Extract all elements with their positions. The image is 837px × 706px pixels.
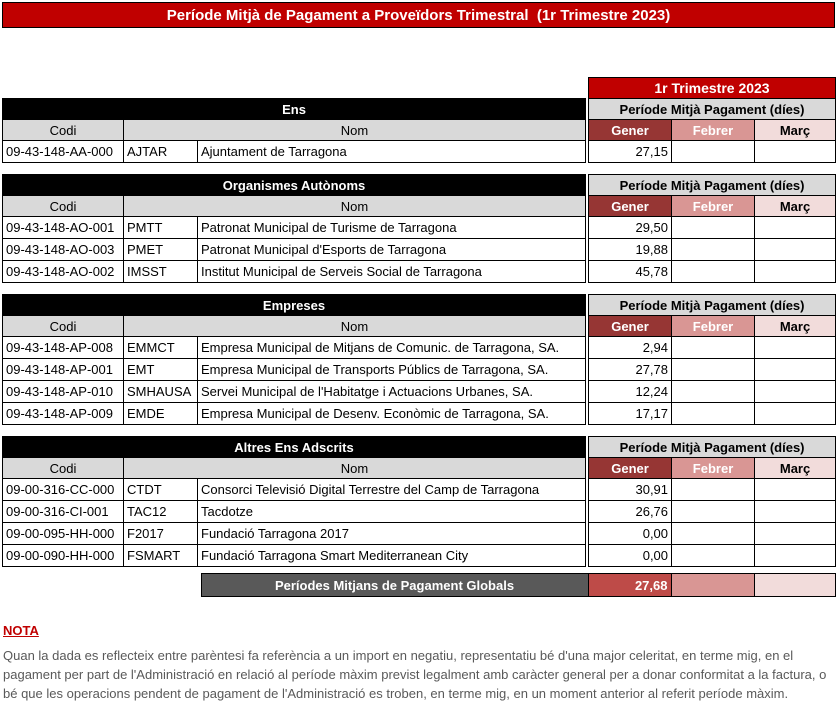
globals-row <box>2 574 835 597</box>
gener-value-cell: 27,78 <box>589 359 672 381</box>
nom-cell: Empresa Municipal de Transports Públics de Tarragona, SA. <box>198 359 586 381</box>
marc-column-header: Març <box>755 458 836 479</box>
codi-cell: 09-00-095-HH-000 <box>3 523 124 545</box>
table-row <box>3 545 836 567</box>
table-row <box>3 217 836 239</box>
spacer-cell <box>2 574 201 597</box>
codi-cell: 09-00-316-CI-001 <box>3 501 124 523</box>
febrer-column-header: Febrer <box>672 196 755 217</box>
codi-column-header: Codi <box>3 316 124 337</box>
sigla-cell: CTDT <box>124 479 198 501</box>
codi-cell: 09-43-148-AP-001 <box>3 359 124 381</box>
sigla-cell: F2017 <box>124 523 198 545</box>
codi-cell: 09-43-148-AP-009 <box>3 403 124 425</box>
column-header-row <box>3 316 836 337</box>
section-table-ens <box>2 77 836 163</box>
sigla-cell: EMMCT <box>124 337 198 359</box>
marc-value-cell <box>755 403 836 425</box>
globals-marc-value <box>754 574 835 597</box>
column-header-row <box>3 458 836 479</box>
marc-value-cell <box>755 523 836 545</box>
febrer-value-cell <box>672 501 755 523</box>
section-title-empreses: Empreses <box>3 295 586 316</box>
table-row <box>3 403 836 425</box>
globals-label: Períodes Mitjans de Pagament Globals <box>201 574 588 597</box>
marc-value-cell <box>755 239 836 261</box>
marc-value-cell <box>755 217 836 239</box>
table-row <box>3 523 836 545</box>
footnote-title: NOTA <box>3 623 39 638</box>
marc-value-cell <box>755 141 836 163</box>
gener-value-cell: 30,91 <box>589 479 672 501</box>
codi-cell: 09-43-148-AO-002 <box>3 261 124 283</box>
sigla-cell: TAC12 <box>124 501 198 523</box>
quarter-header: 1r Trimestre 2023 <box>589 78 836 99</box>
globals-febrer-value <box>671 574 754 597</box>
nom-column-header: Nom <box>124 316 586 337</box>
footnote <box>2 623 835 703</box>
nom-cell: Servei Municipal de l'Habitatge i Actuacions Urbanes, SA. <box>198 381 586 403</box>
nom-cell: Fundació Tarragona 2017 <box>198 523 586 545</box>
marc-value-cell <box>755 545 836 567</box>
gener-column-header: Gener <box>589 120 672 141</box>
marc-value-cell <box>755 381 836 403</box>
febrer-value-cell <box>672 141 755 163</box>
codi-cell: 09-00-090-HH-000 <box>3 545 124 567</box>
gener-value-cell: 0,00 <box>589 545 672 567</box>
section-title-altres: Altres Ens Adscrits <box>3 437 586 458</box>
gener-value-cell: 29,50 <box>589 217 672 239</box>
gener-value-cell: 26,76 <box>589 501 672 523</box>
nom-cell: Ajuntament de Tarragona <box>198 141 586 163</box>
table-row <box>3 381 836 403</box>
febrer-value-cell <box>672 337 755 359</box>
codi-cell: 09-43-148-AO-003 <box>3 239 124 261</box>
codi-column-header: Codi <box>3 458 124 479</box>
marc-value-cell <box>755 337 836 359</box>
footnote-body: Quan la dada es reflecteix entre parèntesi fa referència a un import en negatiu, representatiu bé d'una major celeritat, en terme mig, en el pagament per part de l'Administració en relació al període màxim previst legalment amb caràcter general per a donar conformitat a la factura, o bé que les operacions pendent de pagament de l'Administració es troben, en terme mig, en un moment anterior al referit període màxim. <box>3 648 827 701</box>
marc-column-header: Març <box>755 316 836 337</box>
gener-column-header: Gener <box>589 196 672 217</box>
febrer-value-cell <box>672 479 755 501</box>
globals-gener-value: 27,68 <box>588 574 671 597</box>
febrer-value-cell <box>672 403 755 425</box>
column-header-row <box>3 120 836 141</box>
nom-cell: Empresa Municipal de Mitjans de Comunic. de Tarragona, SA. <box>198 337 586 359</box>
sigla-cell: PMTT <box>124 217 198 239</box>
gener-value-cell: 2,94 <box>589 337 672 359</box>
gener-column-header: Gener <box>589 458 672 479</box>
marc-column-header: Març <box>755 120 836 141</box>
period-header: Període Mitjà Pagament (díes) <box>589 437 836 458</box>
section-header-row <box>3 437 836 458</box>
febrer-value-cell <box>672 217 755 239</box>
sigla-cell: SMHAUSA <box>124 381 198 403</box>
report-title: Període Mitjà de Pagament a Proveïdors Trimestral (1r Trimestre 2023) <box>2 2 835 28</box>
sigla-cell: IMSST <box>124 261 198 283</box>
period-header: Període Mitjà Pagament (díes) <box>589 175 836 196</box>
column-header-row <box>3 196 836 217</box>
nom-column-header: Nom <box>124 196 586 217</box>
sigla-cell: EMDE <box>124 403 198 425</box>
table-row <box>3 479 836 501</box>
quarter-header-row <box>3 78 836 99</box>
sigla-cell: FSMART <box>124 545 198 567</box>
section-table-empreses <box>2 294 836 425</box>
gener-value-cell: 12,24 <box>589 381 672 403</box>
codi-column-header: Codi <box>3 196 124 217</box>
codi-cell: 09-43-148-AO-001 <box>3 217 124 239</box>
sigla-cell: AJTAR <box>124 141 198 163</box>
spacer-cell <box>3 78 589 99</box>
gener-value-cell: 45,78 <box>589 261 672 283</box>
table-row <box>3 359 836 381</box>
nom-column-header: Nom <box>124 120 586 141</box>
codi-cell: 09-00-316-CC-000 <box>3 479 124 501</box>
sigla-cell: PMET <box>124 239 198 261</box>
table-row <box>3 239 836 261</box>
codi-column-header: Codi <box>3 120 124 141</box>
nom-cell: Fundació Tarragona Smart Mediterranean City <box>198 545 586 567</box>
gener-value-cell: 27,15 <box>589 141 672 163</box>
sigla-cell: EMT <box>124 359 198 381</box>
marc-value-cell <box>755 479 836 501</box>
nom-cell: Consorci Televisió Digital Terrestre del Camp de Tarragona <box>198 479 586 501</box>
nom-column-header: Nom <box>124 458 586 479</box>
period-header: Període Mitjà Pagament (díes) <box>589 295 836 316</box>
febrer-value-cell <box>672 261 755 283</box>
marc-value-cell <box>755 359 836 381</box>
febrer-value-cell <box>672 523 755 545</box>
table-row <box>3 501 836 523</box>
marc-value-cell <box>755 261 836 283</box>
section-title-ens: Ens <box>3 99 586 120</box>
period-header: Període Mitjà Pagament (díes) <box>589 99 836 120</box>
table-row <box>3 261 836 283</box>
gener-value-cell: 17,17 <box>589 403 672 425</box>
codi-cell: 09-43-148-AP-010 <box>3 381 124 403</box>
table-row <box>3 141 836 163</box>
gener-value-cell: 19,88 <box>589 239 672 261</box>
marc-column-header: Març <box>755 196 836 217</box>
gener-value-cell: 0,00 <box>589 523 672 545</box>
febrer-column-header: Febrer <box>672 458 755 479</box>
codi-cell: 09-43-148-AA-000 <box>3 141 124 163</box>
febrer-column-header: Febrer <box>672 120 755 141</box>
gener-column-header: Gener <box>589 316 672 337</box>
nom-cell: Empresa Municipal de Desenv. Econòmic de Tarragona, SA. <box>198 403 586 425</box>
febrer-value-cell <box>672 545 755 567</box>
section-header-row <box>3 295 836 316</box>
codi-cell: 09-43-148-AP-008 <box>3 337 124 359</box>
section-table-organismes-autonoms <box>2 174 836 283</box>
section-header-row <box>3 99 836 120</box>
section-title-organismes: Organismes Autònoms <box>3 175 586 196</box>
section-header-row <box>3 175 836 196</box>
globals-summary-table <box>2 573 836 597</box>
nom-cell: Tacdotze <box>198 501 586 523</box>
marc-value-cell <box>755 501 836 523</box>
nom-cell: Institut Municipal de Serveis Social de Tarragona <box>198 261 586 283</box>
febrer-value-cell <box>672 239 755 261</box>
febrer-column-header: Febrer <box>672 316 755 337</box>
febrer-value-cell <box>672 359 755 381</box>
nom-cell: Patronat Municipal de Turisme de Tarragona <box>198 217 586 239</box>
table-row <box>3 337 836 359</box>
nom-cell: Patronat Municipal d'Esports de Tarragona <box>198 239 586 261</box>
section-table-altres-ens-adscrits <box>2 436 836 567</box>
febrer-value-cell <box>672 381 755 403</box>
